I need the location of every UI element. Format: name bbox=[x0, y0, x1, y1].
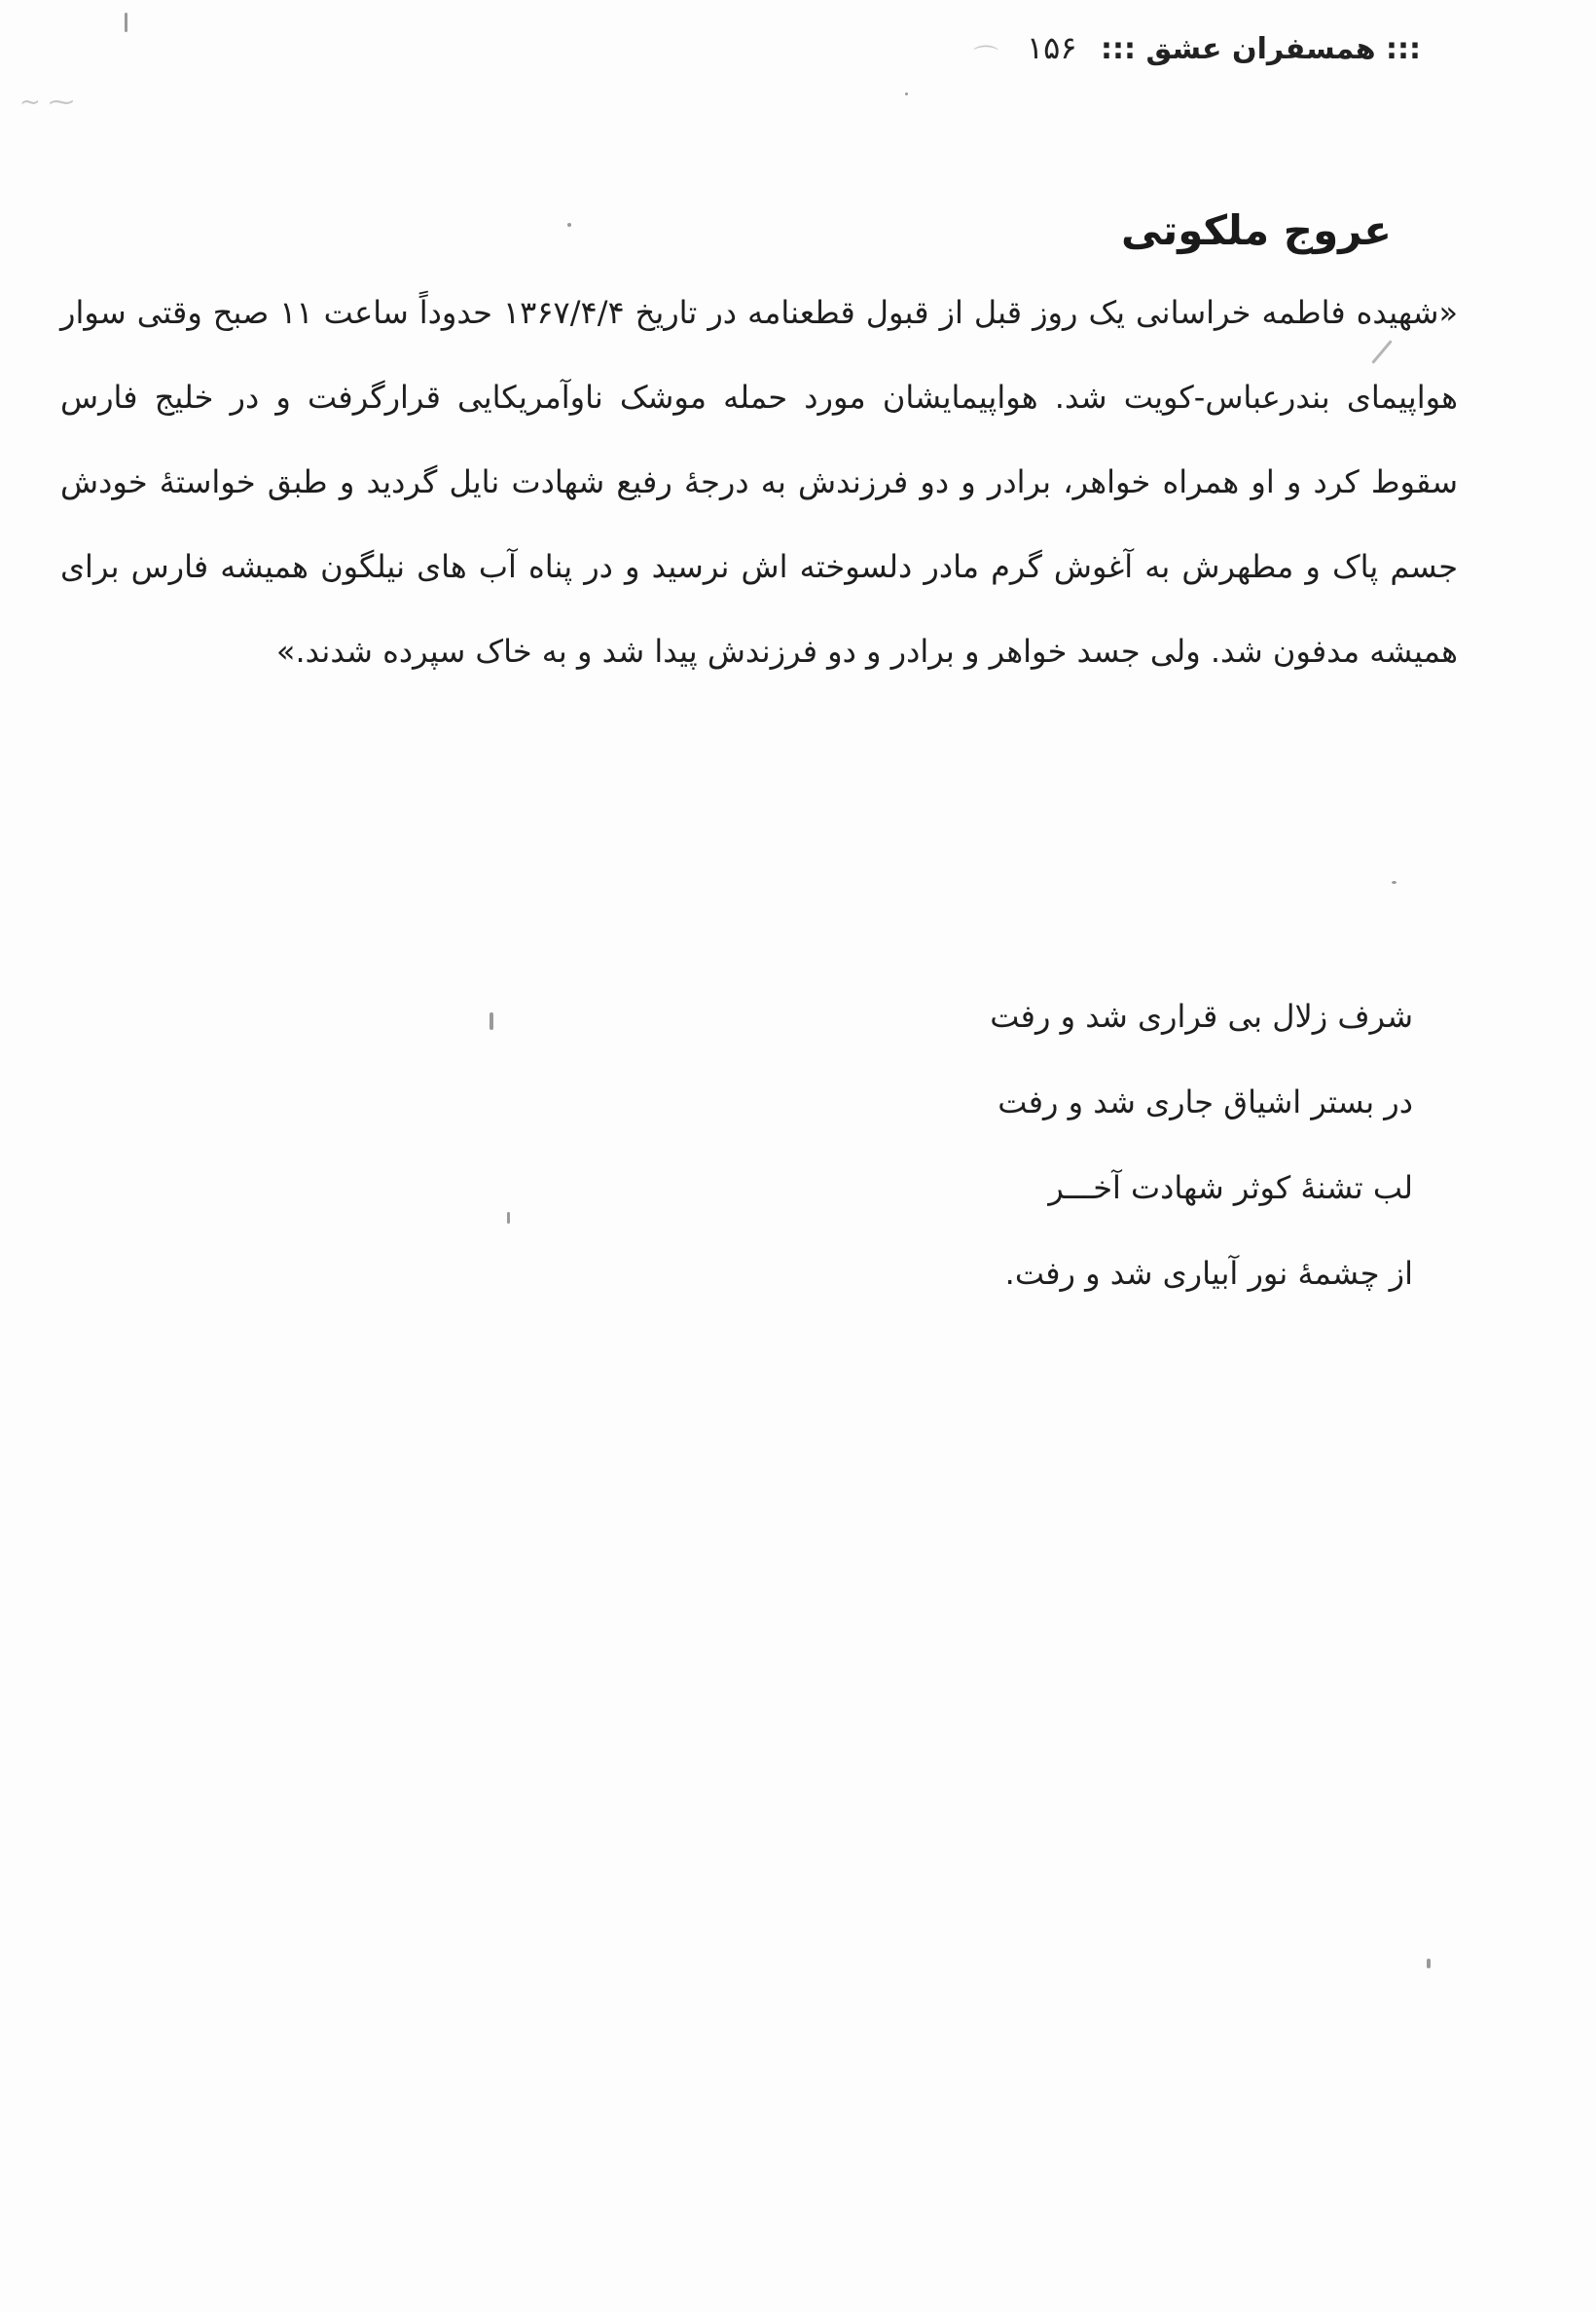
page-number: ۱۵۶ bbox=[1026, 29, 1077, 66]
scan-speck bbox=[905, 92, 908, 95]
scan-smudge: ⌒ bbox=[973, 45, 999, 74]
poem-block bbox=[990, 973, 1413, 1316]
scan-speck bbox=[567, 223, 571, 227]
poem-line-1: شرف زلال بی قراری شد و رفت bbox=[990, 998, 1413, 1035]
poem-line-4: از چشمهٔ نور آبیاری شد و رفت. bbox=[1004, 1255, 1413, 1292]
header-book-title: همسفران عشق bbox=[1145, 32, 1376, 66]
scan-speck bbox=[1427, 1959, 1431, 1968]
scan-speck bbox=[507, 1212, 510, 1224]
section-title: عروج ملکوتی bbox=[1121, 206, 1392, 254]
running-header bbox=[1027, 29, 1421, 66]
poem-line-2: در بستر اشیاق جاری شد و رفت bbox=[998, 1083, 1413, 1120]
scan-speck bbox=[1392, 881, 1396, 884]
poem-line-3: لب تشنهٔ کوثر شهادت آخـــر bbox=[1048, 1169, 1413, 1206]
scan-speck bbox=[490, 1012, 493, 1030]
scan-smudge: ~ ⁓ bbox=[19, 88, 75, 117]
header-decor-right: ::: bbox=[1386, 32, 1421, 66]
body-paragraph: «شهیده فاطمه خراسانی یک روز قبل از قبول قطعنامه در تاریخ ۱۳۶۷/۴/۴ حدوداً ساعت ۱۱ صبح وقتی سوار هواپیمای بندرعباس-کویت شد. هواپیمایشان مورد حمله موشک ناوآمریکایی قرارگرفت و در خلیج فارس سقوط کرد و او همراه خواهر، برادر و دو فرزندش به درجهٔ رفیع شهادت نایل گردید و طبق خواستهٔ خودش جسم پاک و مطهرش به آغوش گرم مادر دلسوخته اش نرسید و در پناه آب های نیلگون همیشه فارس برای همیشه مدفون شد. ولی جسد خواهر و برادر و دو فرزندش پیدا شد و به خاک سپرده شدند.» bbox=[60, 294, 1459, 670]
scan-speck bbox=[125, 13, 127, 32]
header-decor-left: ::: bbox=[1101, 32, 1136, 66]
body-paragraph-block bbox=[60, 271, 1458, 694]
